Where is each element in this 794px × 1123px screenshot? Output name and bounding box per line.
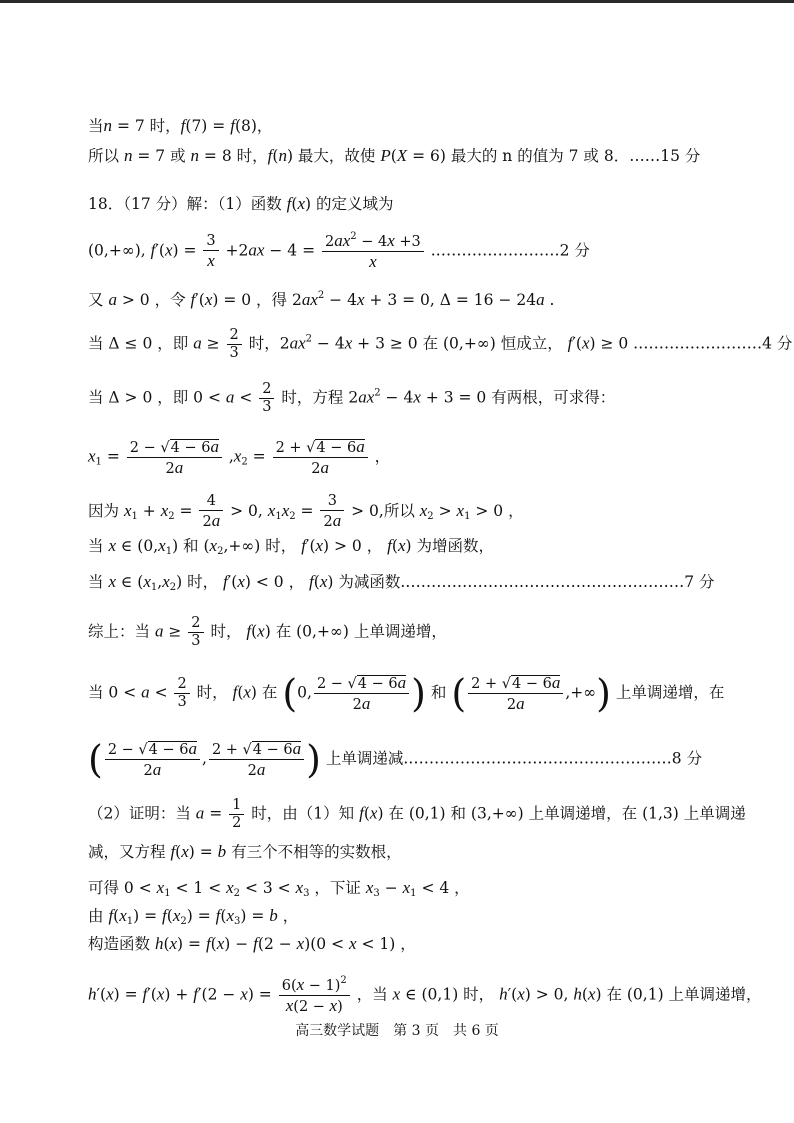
text-line-15: （2）证明：当 a = $\frac{1}{2}$ 时，由（1）知 f(x) 在 (0,1) 和 (3,+∞) 上单调递增，在 (1,3) 上单调递: [88, 797, 746, 832]
fraction: $\frac{2 - √4 - 6a}{2a}$: [105, 740, 200, 779]
fraction: $\frac{3}{2a}$: [320, 494, 344, 530]
text-line-7: 当 Δ > 0 ，即 0 < a < $\frac{2}{3}$ 时，方程 $2ax^2 - 4x + 3 = 0$ 有两根，可求得：: [88, 381, 616, 416]
fraction: $\frac{4}{2a}$: [199, 494, 223, 530]
text-line-11: 当 x ∈ $(x_1,x_2)$ 时， f′(x) < 0 ， f(x) 为减函数.………………………………………………7 分: [88, 572, 715, 593]
top-edge-line: [0, 0, 794, 3]
fraction: $\frac{2}{3}$: [188, 616, 203, 649]
text-line-6: 当 Δ ≤ 0 ，即 a ≥ $\frac{2}{3}$ 时，$2ax^2 - 4x + 3 \ge 0$ 在 (0,+∞) 恒成立， f′(x) ≥ 0 .……………………4 分: [88, 327, 793, 362]
text-line-13: 当 0 < a < $\frac{2}{3}$ 时， f(x) 在 (0, $\frac{2 - √4 - 6a}{2a}$ ) 和 ( $\frac{2 + √4 - 6a}{2a}$ ,+∞) 上单调递增，在: [88, 671, 725, 716]
fraction: $\frac{2}{3}$: [174, 677, 189, 710]
fraction: $\frac{6(x - 1)^2}{x(2 - x)}$: [279, 976, 350, 1015]
text-line-18: 由 $f(x_1) = f(x_2) = f(x_3) = b$ ，: [88, 906, 299, 927]
fraction: $\frac{2}{3}$: [259, 382, 274, 415]
text-line-10: 当 x ∈ $(0,x_1)$ 和 $(x_2,+\infty)$ 时， f′(x) > 0 ， f(x) 为增函数，: [88, 536, 494, 557]
fraction: $\frac{3}{x}$: [203, 234, 218, 270]
text-line-9: 因为 $x_1 + x_2$ = $\frac{4}{2a}$ > 0, $x_1x_2$ = $\frac{3}{2a}$ > 0,所以 $x_2 > x_1 > 0$ ，: [88, 493, 524, 531]
text-line-19: 构造函数 h(x) = f(x) − f(2 − x)(0 < x < 1) ，: [88, 934, 416, 953]
fraction: $\frac{2ax^2 - 4x +3}{x}$: [322, 232, 424, 271]
fraction: $\frac{2 + √4 - 6a}{2a}$: [273, 438, 368, 477]
fraction: $\frac{2 - √4 - 6a}{2a}$: [127, 438, 222, 477]
text-line-2: 所以 n = 7 或 n = 8 时，f(n) 最大，故使 P(X = 6) 最大的 n 的值为 7 或 8．……15 分: [88, 146, 701, 165]
text-line-4: (0,+∞), f′(x) = $\frac{3}{x}$ +2ax − 4 = $\frac{2ax^2 - 4x +3}{x}$ .……………………2 分: [88, 231, 590, 272]
fraction: $\frac{1}{2}$: [229, 798, 244, 831]
page-footer: 高三数学试题 第 3 页 共 6 页: [295, 1023, 499, 1039]
text-line-17: 可得 $0 < x_1 < 1 < x_2 < 3 < x_3$ ，下证 $x_3 - x_1 < 4$ ，: [88, 878, 470, 899]
text-line-3: 18．（17 分）解：（1）函数 f(x) 的定义域为: [88, 194, 394, 213]
text-line-5: 又 a > 0 ，令 f′(x) = 0 ，得 $2ax^2 - 4x + 3 = 0$, Δ = 16 − 24a .: [88, 290, 555, 309]
fraction: $\frac{2}{3}$: [227, 328, 242, 361]
fraction: $\frac{2 - √4 - 6a}{2a}$: [314, 674, 409, 713]
text-line-14: ( $\frac{2 - √4 - 6a}{2a}$ , $\frac{2 + √4 - 6a}{2a}$ ) 上单调递减.……………………………………………8 分: [88, 737, 703, 782]
text-line-8: $x_1$ = $\frac{2 - √4 - 6a}{2a}$ $,x_2$ = $\frac{2 + √4 - 6a}{2a}$ ，: [88, 437, 391, 478]
fraction: $\frac{2 + √4 - 6a}{2a}$: [468, 674, 563, 713]
fraction: $\frac{2 + √4 - 6a}{2a}$: [209, 740, 304, 779]
text-line-12: 综上：当 a ≥ $\frac{2}{3}$ 时， f(x) 在 (0,+∞) 上单调递增，: [88, 615, 447, 650]
text-line-20: h′(x) = f′(x) + f′(2 − x) = $\frac{6(x - 1)^2}{x(2 - x)}$ ，当 x ∈ (0,1) 时， h′(x) > 0, h(x) 在 (0,1) 上单调递增，: [88, 975, 762, 1016]
text-line-16: 减，又方程 f(x) = b 有三个不相等的实数根，: [88, 842, 402, 861]
text-line-1: 当n = 7 时，f(7) = f(8)，: [88, 116, 273, 135]
